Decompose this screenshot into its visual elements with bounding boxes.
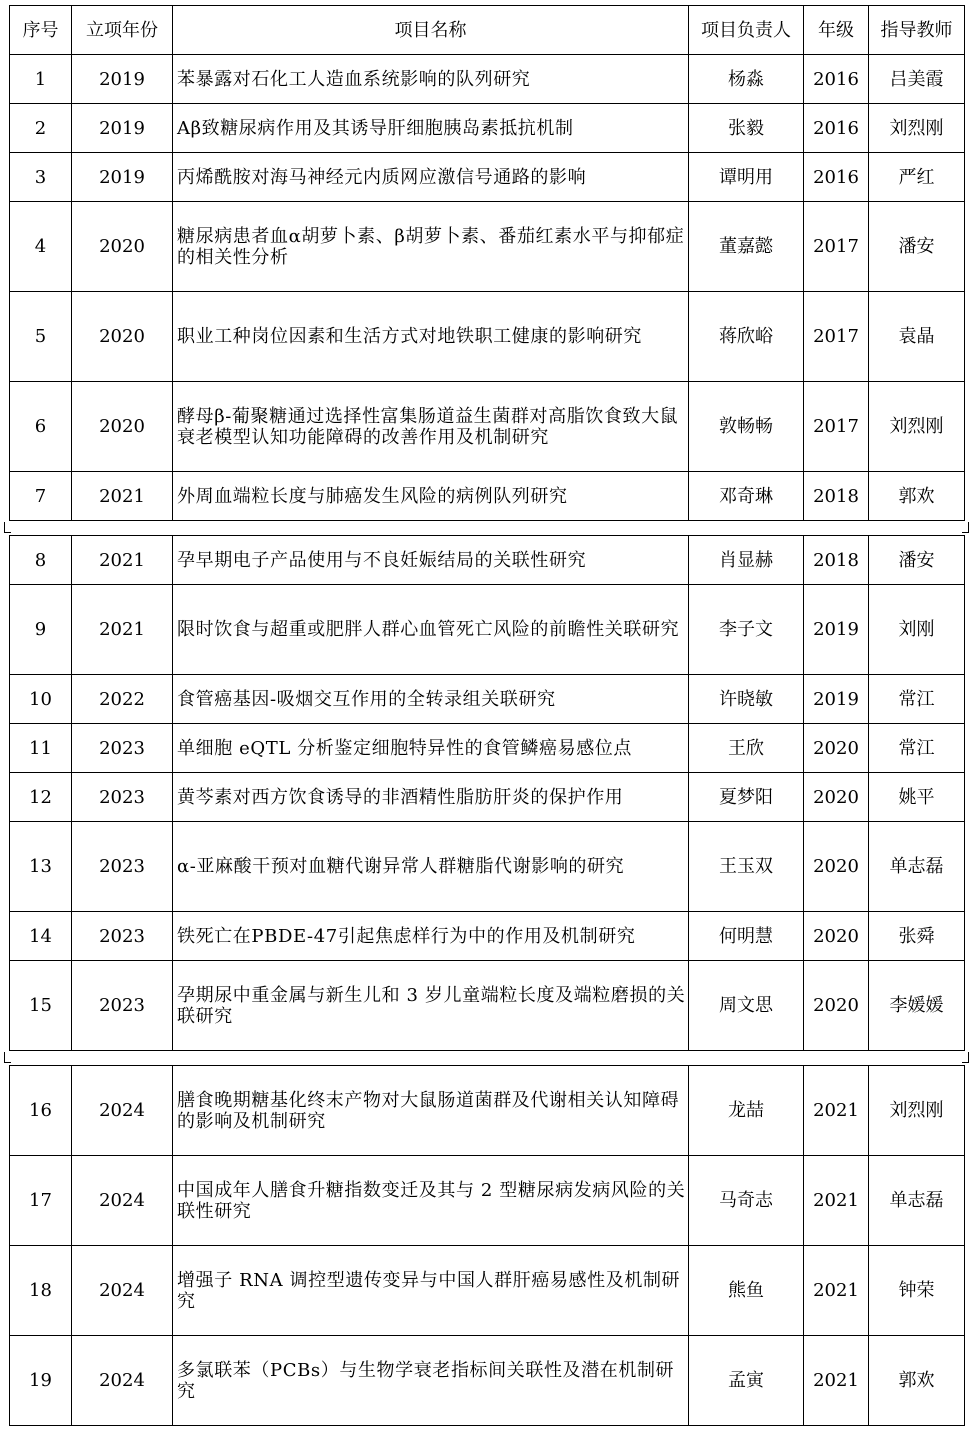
cell-project-lead: 孟寅 <box>689 1336 804 1426</box>
cell-no: 19 <box>10 1336 72 1426</box>
cell-advisor: 潘安 <box>869 202 965 292</box>
table-row <box>10 292 965 382</box>
cell-project-lead: 龙喆 <box>689 1066 804 1156</box>
cell-advisor: 袁晶 <box>869 292 965 382</box>
cell-project-lead: 谭明用 <box>689 153 804 202</box>
cell-advisor: 郭欢 <box>869 1336 965 1426</box>
cell-year: 2019 <box>72 55 173 104</box>
header-project-lead: 项目负责人 <box>689 6 804 55</box>
table-row <box>10 1066 965 1156</box>
cell-grade: 2016 <box>804 153 869 202</box>
cell-year: 2021 <box>72 585 173 675</box>
table-row <box>10 1246 965 1336</box>
cell-advisor: 严红 <box>869 153 965 202</box>
cell-project-name: 苯暴露对石化工人造血系统影响的队列研究 <box>173 55 689 104</box>
cell-project-name: 孕期尿中重金属与新生儿和 3 岁儿童端粒长度及端粒磨损的关联研究 <box>173 961 689 1051</box>
cell-no: 16 <box>10 1066 72 1156</box>
cell-project-name: Aβ致糖尿病作用及其诱导肝细胞胰岛素抵抗机制 <box>173 104 689 153</box>
cell-grade: 2021 <box>804 1156 869 1246</box>
cell-advisor: 李媛媛 <box>869 961 965 1051</box>
cell-no: 1 <box>10 55 72 104</box>
cell-advisor: 刘刚 <box>869 585 965 675</box>
table-row <box>10 55 965 104</box>
header-project-name: 项目名称 <box>173 6 689 55</box>
cell-grade: 2020 <box>804 724 869 773</box>
cell-grade: 2020 <box>804 912 869 961</box>
header-no: 序号 <box>10 6 72 55</box>
cell-project-name: 食管癌基因-吸烟交互作用的全转录组关联研究 <box>173 675 689 724</box>
header-grade: 年级 <box>804 6 869 55</box>
cell-year: 2021 <box>72 536 173 585</box>
table-header-row <box>10 6 965 55</box>
cell-grade: 2021 <box>804 1246 869 1336</box>
cell-project-name: 酵母β-葡聚糖通过选择性富集肠道益生菌群对高脂饮食致大鼠衰老模型认知功能障碍的改善作用及机制研究 <box>173 382 689 472</box>
cell-project-lead: 何明慧 <box>689 912 804 961</box>
cell-grade: 2016 <box>804 104 869 153</box>
cell-project-name: 糖尿病患者血α胡萝卜素、β胡萝卜素、番茄红素水平与抑郁症的相关性分析 <box>173 202 689 292</box>
cell-no: 4 <box>10 202 72 292</box>
cell-project-lead: 李子文 <box>689 585 804 675</box>
cell-no: 11 <box>10 724 72 773</box>
cell-year: 2019 <box>72 104 173 153</box>
cell-no: 12 <box>10 773 72 822</box>
cell-no: 3 <box>10 153 72 202</box>
cell-project-lead: 张毅 <box>689 104 804 153</box>
cell-no: 6 <box>10 382 72 472</box>
cell-project-lead: 邓奇琳 <box>689 472 804 521</box>
cell-year: 2024 <box>72 1066 173 1156</box>
table-row <box>10 724 965 773</box>
cell-grade: 2018 <box>804 472 869 521</box>
page-corner-mark <box>4 522 11 533</box>
cell-advisor: 刘烈刚 <box>869 1066 965 1156</box>
cell-no: 15 <box>10 961 72 1051</box>
cell-project-name: 单细胞 eQTL 分析鉴定细胞特异性的食管鳞癌易感位点 <box>173 724 689 773</box>
cell-grade: 2020 <box>804 822 869 912</box>
cell-project-lead: 王欣 <box>689 724 804 773</box>
cell-year: 2020 <box>72 382 173 472</box>
cell-project-name: 孕早期电子产品使用与不良妊娠结局的关联性研究 <box>173 536 689 585</box>
cell-project-lead: 敦畅畅 <box>689 382 804 472</box>
cell-year: 2024 <box>72 1246 173 1336</box>
cell-project-name: 多氯联苯（PCBs）与生物学衰老指标间关联性及潜在机制研究 <box>173 1336 689 1426</box>
cell-year: 2023 <box>72 822 173 912</box>
cell-advisor: 刘烈刚 <box>869 382 965 472</box>
cell-no: 2 <box>10 104 72 153</box>
cell-grade: 2019 <box>804 585 869 675</box>
cell-year: 2023 <box>72 961 173 1051</box>
table-row <box>10 382 965 472</box>
header-year: 立项年份 <box>72 6 173 55</box>
cell-advisor: 张舜 <box>869 912 965 961</box>
cell-project-name: 中国成年人膳食升糖指数变迁及其与 2 型糖尿病发病风险的关联性研究 <box>173 1156 689 1246</box>
cell-grade: 2017 <box>804 202 869 292</box>
cell-project-lead: 肖显赫 <box>689 536 804 585</box>
cell-year: 2022 <box>72 675 173 724</box>
cell-year: 2023 <box>72 912 173 961</box>
page-corner-mark <box>962 522 969 533</box>
cell-project-lead: 许晓敏 <box>689 675 804 724</box>
cell-advisor: 姚平 <box>869 773 965 822</box>
cell-grade: 2021 <box>804 1336 869 1426</box>
table-section-3 <box>9 1065 964 1426</box>
cell-project-lead: 蒋欣峪 <box>689 292 804 382</box>
cell-advisor: 常江 <box>869 724 965 773</box>
project-table-part-3 <box>9 1065 965 1426</box>
cell-project-lead: 周文思 <box>689 961 804 1051</box>
cell-grade: 2016 <box>804 55 869 104</box>
cell-advisor: 常江 <box>869 675 965 724</box>
cell-no: 18 <box>10 1246 72 1336</box>
table-row <box>10 472 965 521</box>
cell-project-name: 丙烯酰胺对海马神经元内质网应激信号通路的影响 <box>173 153 689 202</box>
cell-no: 5 <box>10 292 72 382</box>
page-corner-mark <box>962 1052 969 1063</box>
cell-grade: 2017 <box>804 292 869 382</box>
cell-project-lead: 马奇志 <box>689 1156 804 1246</box>
cell-no: 14 <box>10 912 72 961</box>
cell-advisor: 刘烈刚 <box>869 104 965 153</box>
table-section-2 <box>9 535 964 1051</box>
cell-project-lead: 董嘉懿 <box>689 202 804 292</box>
cell-grade: 2021 <box>804 1066 869 1156</box>
cell-year: 2024 <box>72 1336 173 1426</box>
cell-project-name: 膳食晚期糖基化终末产物对大鼠肠道菌群及代谢相关认知障碍的影响及机制研究 <box>173 1066 689 1156</box>
table-row <box>10 153 965 202</box>
table-row <box>10 1336 965 1426</box>
cell-advisor: 钟荣 <box>869 1246 965 1336</box>
table-row <box>10 1156 965 1246</box>
table-section-1 <box>9 5 964 521</box>
cell-project-name: 增强子 RNA 调控型遗传变异与中国人群肝癌易感性及机制研究 <box>173 1246 689 1336</box>
cell-grade: 2018 <box>804 536 869 585</box>
cell-advisor: 郭欢 <box>869 472 965 521</box>
cell-year: 2020 <box>72 292 173 382</box>
header-advisor: 指导教师 <box>869 6 965 55</box>
table-row <box>10 912 965 961</box>
table-row <box>10 202 965 292</box>
cell-no: 8 <box>10 536 72 585</box>
cell-advisor: 潘安 <box>869 536 965 585</box>
cell-year: 2019 <box>72 153 173 202</box>
cell-no: 13 <box>10 822 72 912</box>
table-row <box>10 961 965 1051</box>
table-row <box>10 536 965 585</box>
cell-project-name: 外周血端粒长度与肺癌发生风险的病例队列研究 <box>173 472 689 521</box>
cell-project-lead: 王玉双 <box>689 822 804 912</box>
cell-advisor: 吕美霞 <box>869 55 965 104</box>
cell-project-name: 黄芩素对西方饮食诱导的非酒精性脂肪肝炎的保护作用 <box>173 773 689 822</box>
cell-year: 2024 <box>72 1156 173 1246</box>
table-row <box>10 822 965 912</box>
cell-advisor: 单志磊 <box>869 822 965 912</box>
cell-no: 17 <box>10 1156 72 1246</box>
cell-grade: 2020 <box>804 773 869 822</box>
cell-year: 2021 <box>72 472 173 521</box>
project-table-part-2 <box>9 535 965 1051</box>
table-row <box>10 104 965 153</box>
cell-project-name: 限时饮食与超重或肥胖人群心血管死亡风险的前瞻性关联研究 <box>173 585 689 675</box>
cell-project-lead: 夏梦阳 <box>689 773 804 822</box>
cell-year: 2023 <box>72 773 173 822</box>
cell-project-lead: 熊鱼 <box>689 1246 804 1336</box>
cell-grade: 2017 <box>804 382 869 472</box>
cell-project-lead: 杨淼 <box>689 55 804 104</box>
cell-project-name: 职业工种岗位因素和生活方式对地铁职工健康的影响研究 <box>173 292 689 382</box>
cell-no: 7 <box>10 472 72 521</box>
cell-year: 2023 <box>72 724 173 773</box>
cell-advisor: 单志磊 <box>869 1156 965 1246</box>
project-table-part-1 <box>9 5 965 521</box>
page-corner-mark <box>4 1052 11 1063</box>
cell-project-name: 铁死亡在PBDE-47引起焦虑样行为中的作用及机制研究 <box>173 912 689 961</box>
table-row <box>10 585 965 675</box>
cell-no: 9 <box>10 585 72 675</box>
cell-no: 10 <box>10 675 72 724</box>
table-row <box>10 773 965 822</box>
cell-year: 2020 <box>72 202 173 292</box>
cell-grade: 2020 <box>804 961 869 1051</box>
cell-project-name: α-亚麻酸干预对血糖代谢异常人群糖脂代谢影响的研究 <box>173 822 689 912</box>
table-row <box>10 675 965 724</box>
cell-grade: 2019 <box>804 675 869 724</box>
